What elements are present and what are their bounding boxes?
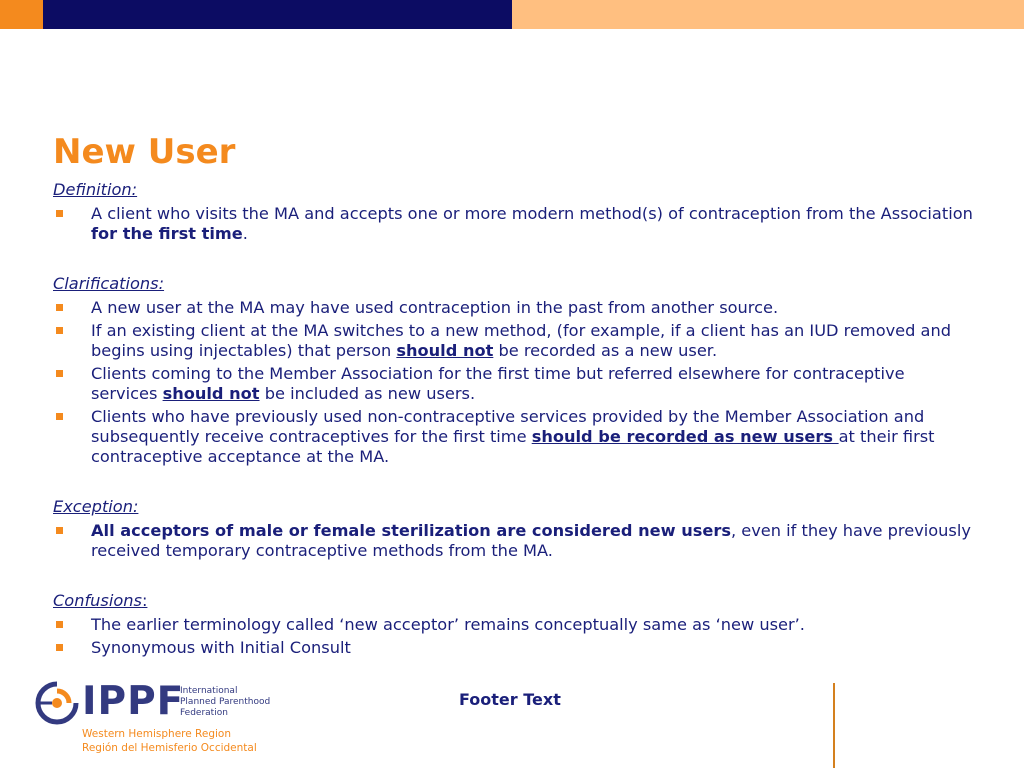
list-item [53, 615, 973, 635]
bullet-text: A new user at the MA may have used contraception in the past from another source. [91, 298, 779, 317]
top-band-peach-block [512, 0, 1024, 29]
bullet-text: If an existing client at the MA switches to a new method, (for example, if a client has an IUD removed and begins using injectables) that person [91, 321, 952, 360]
bullet-tail: at their first contraceptive acceptance at the MA. [91, 427, 935, 466]
bullet-emphasis: should not [396, 341, 494, 360]
exception-heading [53, 497, 973, 517]
bullet-emphasis: All acceptors of male or female sterilization are considered new users [91, 521, 731, 540]
bullet-text: Synonymous with Initial Consult [91, 638, 351, 657]
bullet-tail: be included as new users. [259, 384, 476, 403]
org-line-3: Federation [180, 708, 228, 718]
footer-divider [833, 683, 835, 768]
bullet-text: Clients who have previously used non-contraceptive services provided by the Member Association and subsequently receive contraceptives for the first time [91, 407, 925, 446]
list-item [53, 521, 973, 561]
list-item [53, 321, 973, 361]
list-item [53, 204, 973, 244]
confusions-list [53, 615, 973, 658]
list-item [53, 407, 973, 467]
confusions-heading-colon: : [141, 591, 148, 610]
confusions-heading [53, 591, 973, 611]
list-item [53, 298, 973, 318]
bullet-square-icon [56, 210, 63, 217]
bullet-square-icon [56, 644, 63, 651]
clarifications-list [53, 298, 973, 467]
bullet-tail: be recorded as a new user. [493, 341, 718, 360]
ippf-emblem-icon [34, 680, 80, 726]
bullet-text: The earlier terminology called ‘new acceptor’ remains conceptually same as ‘new user’. [91, 615, 805, 634]
top-band-orange-block [0, 0, 43, 29]
region-spanish: Región del Hemisferio Occidental [82, 742, 257, 754]
ippf-org-name [180, 686, 270, 719]
bullet-square-icon [56, 327, 63, 334]
list-item [53, 364, 973, 404]
slide-title: New User [53, 132, 236, 172]
clarifications-heading-text: Clarifications: [53, 274, 165, 293]
bullet-square-icon [56, 621, 63, 628]
bullet-text: A client who visits the MA and accepts one or more modern method(s) of contraception from the Association [91, 204, 973, 223]
region-english: Western Hemisphere Region [82, 728, 231, 740]
confusions-heading-text: Confusions [53, 591, 142, 610]
definition-heading [53, 180, 973, 200]
bullet-text: Clients coming to the Member Association for the first time but referred elsewhere for contraceptive services [91, 364, 905, 403]
ippf-region [82, 727, 257, 755]
bullet-tail: , even if they have previously received temporary contraceptive methods from the MA. [91, 521, 971, 560]
bullet-emphasis: for the first time [91, 224, 243, 243]
org-line-2: Planned Parenthood [180, 697, 271, 707]
bullet-square-icon [56, 527, 63, 534]
ippf-wordmark: IPPF [82, 679, 185, 724]
bullet-tail: . [242, 224, 248, 243]
top-color-band [0, 0, 1024, 29]
bullet-emphasis: should be recorded as new users [531, 427, 839, 446]
clarifications-heading [53, 274, 973, 294]
footer-text: Footer Text [459, 690, 561, 709]
list-item [53, 638, 973, 658]
bullet-square-icon [56, 370, 63, 377]
bullet-emphasis: should not [162, 384, 260, 403]
definition-heading-text: Definition: [53, 180, 138, 199]
bullet-square-icon [56, 413, 63, 420]
top-band-navy-block [43, 0, 512, 29]
org-line-1: International [180, 686, 238, 696]
exception-heading-text: Exception: [53, 497, 139, 516]
exception-list [53, 521, 973, 561]
ippf-logo [34, 680, 274, 760]
definition-list [53, 204, 973, 244]
bullet-square-icon [56, 304, 63, 311]
slide-body [53, 180, 973, 661]
